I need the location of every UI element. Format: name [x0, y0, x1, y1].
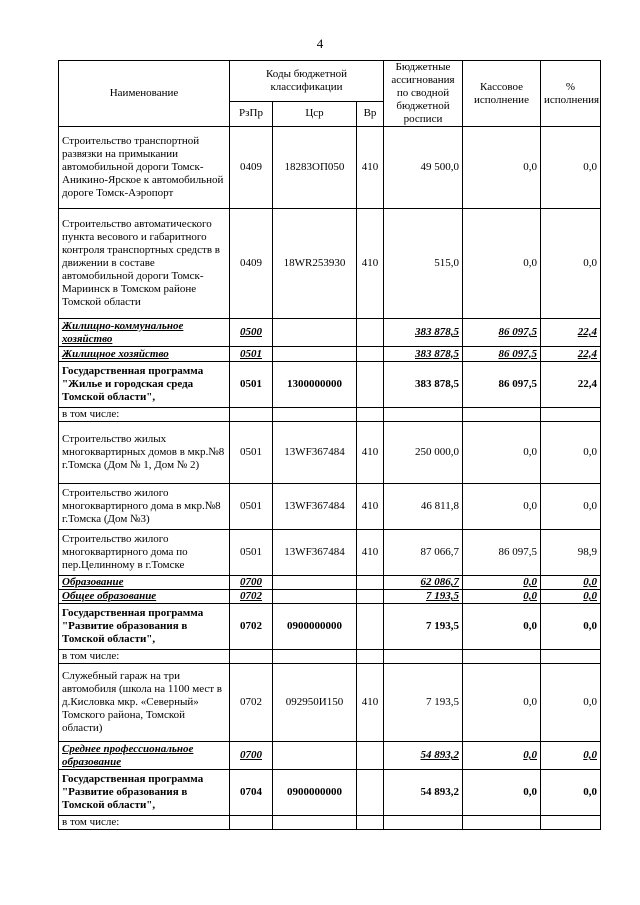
- row-assign: 7 193,5: [384, 604, 463, 650]
- row-vr: [357, 604, 384, 650]
- row-cash: 0,0: [463, 770, 541, 816]
- row-name: Жилищное хозяйство: [59, 347, 230, 362]
- row-csr: [273, 319, 357, 347]
- row-rzpr: 0501: [230, 362, 273, 408]
- table-row: [59, 347, 601, 362]
- table-row: [59, 127, 601, 209]
- row-rzpr: 0501: [230, 422, 273, 484]
- row-cash: 0,0: [463, 742, 541, 770]
- table-row: [59, 319, 601, 347]
- row-vr: 410: [357, 209, 384, 319]
- row-name: Служебный гараж на три автомобиля (школа на 1100 мест в д.Кисловка мкр. «Северный» Томского района, Томской области): [59, 664, 230, 742]
- row-vr: [357, 347, 384, 362]
- row-name: в том числе:: [59, 408, 230, 422]
- row-rzpr: 0501: [230, 347, 273, 362]
- row-name: Строительство автоматического пункта весового и габаритного контроля транспортных средств в движении в составе автомобильной дороги Томск-Мариинск в Томском районе Томской области: [59, 209, 230, 319]
- table-row: [59, 816, 601, 830]
- row-csr: 0900000000: [273, 604, 357, 650]
- row-rzpr: 0500: [230, 319, 273, 347]
- header-name: Наименование: [59, 61, 230, 127]
- row-pct: 0,0: [541, 127, 601, 209]
- row-assign: 49 500,0: [384, 127, 463, 209]
- row-csr: [273, 816, 357, 830]
- row-csr: [273, 408, 357, 422]
- header-csr: Цср: [273, 101, 357, 126]
- header-rzpr: РзПр: [230, 101, 273, 126]
- table-row: [59, 590, 601, 604]
- row-rzpr: 0702: [230, 590, 273, 604]
- row-pct: 0,0: [541, 664, 601, 742]
- row-pct: 98,9: [541, 530, 601, 576]
- row-csr: [273, 650, 357, 664]
- row-csr: 13WF367484: [273, 484, 357, 530]
- row-name: Строительство жилых многоквартирных домов в мкр.№8 г.Томска (Дом № 1, Дом № 2): [59, 422, 230, 484]
- header-vr: Вр: [357, 101, 384, 126]
- row-csr: 18283ОП050: [273, 127, 357, 209]
- row-cash: 86 097,5: [463, 319, 541, 347]
- row-name: Образование: [59, 576, 230, 590]
- row-name: в том числе:: [59, 650, 230, 664]
- table-row: [59, 362, 601, 408]
- row-vr: 410: [357, 664, 384, 742]
- row-assign: 515,0: [384, 209, 463, 319]
- row-assign: 7 193,5: [384, 590, 463, 604]
- header-codes: Коды бюджетной классификации: [230, 61, 384, 102]
- row-name: Строительство транспортной развязки на примыкании автомобильной дороги Томск-Аникино-Ярское к автомобильной дороге Томск-Аэропорт: [59, 127, 230, 209]
- row-name: Общее образование: [59, 590, 230, 604]
- row-rzpr: 0700: [230, 576, 273, 590]
- row-assign: 54 893,2: [384, 770, 463, 816]
- row-assign: 383 878,5: [384, 347, 463, 362]
- row-cash: 0,0: [463, 604, 541, 650]
- row-pct: 0,0: [541, 422, 601, 484]
- row-name: Строительство жилого многоквартирного дома в мкр.№8 г.Томска (Дом №3): [59, 484, 230, 530]
- table-row: [59, 650, 601, 664]
- row-assign: 250 000,0: [384, 422, 463, 484]
- row-csr: [273, 590, 357, 604]
- row-vr: [357, 816, 384, 830]
- row-csr: 1300000000: [273, 362, 357, 408]
- row-csr: 13WF367484: [273, 422, 357, 484]
- row-csr: 13WF367484: [273, 530, 357, 576]
- table-row: [59, 742, 601, 770]
- row-cash: [463, 816, 541, 830]
- row-pct: 0,0: [541, 576, 601, 590]
- table-row: [59, 408, 601, 422]
- row-rzpr: [230, 408, 273, 422]
- row-csr: [273, 347, 357, 362]
- row-assign: 54 893,2: [384, 742, 463, 770]
- row-pct: 22,4: [541, 347, 601, 362]
- row-cash: 0,0: [463, 209, 541, 319]
- row-rzpr: 0702: [230, 664, 273, 742]
- row-rzpr: 0409: [230, 127, 273, 209]
- row-rzpr: 0409: [230, 209, 273, 319]
- row-vr: 410: [357, 127, 384, 209]
- row-name: в том числе:: [59, 816, 230, 830]
- row-vr: [357, 408, 384, 422]
- row-cash: 86 097,5: [463, 362, 541, 408]
- row-pct: 0,0: [541, 209, 601, 319]
- budget-table: [58, 60, 601, 830]
- row-assign: [384, 816, 463, 830]
- row-assign: 87 066,7: [384, 530, 463, 576]
- table-row: [59, 484, 601, 530]
- row-cash: [463, 650, 541, 664]
- row-vr: 410: [357, 530, 384, 576]
- row-vr: [357, 590, 384, 604]
- row-pct: 0,0: [541, 742, 601, 770]
- page-number: 4: [316, 36, 324, 51]
- table-row: [59, 422, 601, 484]
- row-assign: [384, 650, 463, 664]
- row-pct: 0,0: [541, 590, 601, 604]
- row-rzpr: 0704: [230, 770, 273, 816]
- row-pct: [541, 816, 601, 830]
- table-row: [59, 770, 601, 816]
- row-vr: [357, 319, 384, 347]
- row-cash: 0,0: [463, 127, 541, 209]
- row-cash: 86 097,5: [463, 347, 541, 362]
- row-assign: 383 878,5: [384, 319, 463, 347]
- row-assign: 46 811,8: [384, 484, 463, 530]
- row-assign: 383 878,5: [384, 362, 463, 408]
- row-cash: 0,0: [463, 422, 541, 484]
- table-row: [59, 604, 601, 650]
- row-csr: 092950И150: [273, 664, 357, 742]
- row-pct: [541, 408, 601, 422]
- row-vr: [357, 362, 384, 408]
- table-row: [59, 576, 601, 590]
- row-cash: [463, 408, 541, 422]
- row-vr: [357, 770, 384, 816]
- row-name: Строительство жилого многоквартирного дома по пер.Целинному в г.Томске: [59, 530, 230, 576]
- row-vr: [357, 650, 384, 664]
- row-pct: 22,4: [541, 319, 601, 347]
- row-pct: 0,0: [541, 604, 601, 650]
- row-name: Государственная программа "Жилье и городская среда Томской области",: [59, 362, 230, 408]
- row-rzpr: 0501: [230, 530, 273, 576]
- row-csr: 18WR253930: [273, 209, 357, 319]
- row-csr: 0900000000: [273, 770, 357, 816]
- row-assign: 7 193,5: [384, 664, 463, 742]
- row-vr: 410: [357, 422, 384, 484]
- row-vr: [357, 742, 384, 770]
- row-assign: [384, 408, 463, 422]
- row-assign: 62 086,7: [384, 576, 463, 590]
- row-name: Жилищно-коммунальное хозяйство: [59, 319, 230, 347]
- header-cash: Кассовое исполнение: [463, 61, 541, 127]
- row-name: Государственная программа "Развитие образования в Томской области",: [59, 770, 230, 816]
- header-assign: Бюджетные ассигнования по сводной бюджетной росписи: [384, 61, 463, 127]
- row-csr: [273, 742, 357, 770]
- row-cash: 0,0: [463, 484, 541, 530]
- row-rzpr: 0702: [230, 604, 273, 650]
- row-vr: [357, 576, 384, 590]
- row-cash: 0,0: [463, 590, 541, 604]
- row-rzpr: [230, 816, 273, 830]
- row-cash: 0,0: [463, 664, 541, 742]
- row-pct: 22,4: [541, 362, 601, 408]
- row-pct: 0,0: [541, 484, 601, 530]
- row-pct: 0,0: [541, 770, 601, 816]
- row-rzpr: [230, 650, 273, 664]
- row-cash: 0,0: [463, 576, 541, 590]
- row-rzpr: 0700: [230, 742, 273, 770]
- header-pct: % исполнения: [541, 61, 601, 127]
- table-row: [59, 530, 601, 576]
- row-vr: 410: [357, 484, 384, 530]
- row-name: Среднее профессиональное образование: [59, 742, 230, 770]
- table-row: [59, 209, 601, 319]
- row-pct: [541, 650, 601, 664]
- row-cash: 86 097,5: [463, 530, 541, 576]
- table-row: [59, 664, 601, 742]
- row-csr: [273, 576, 357, 590]
- row-rzpr: 0501: [230, 484, 273, 530]
- row-name: Государственная программа "Развитие образования в Томской области",: [59, 604, 230, 650]
